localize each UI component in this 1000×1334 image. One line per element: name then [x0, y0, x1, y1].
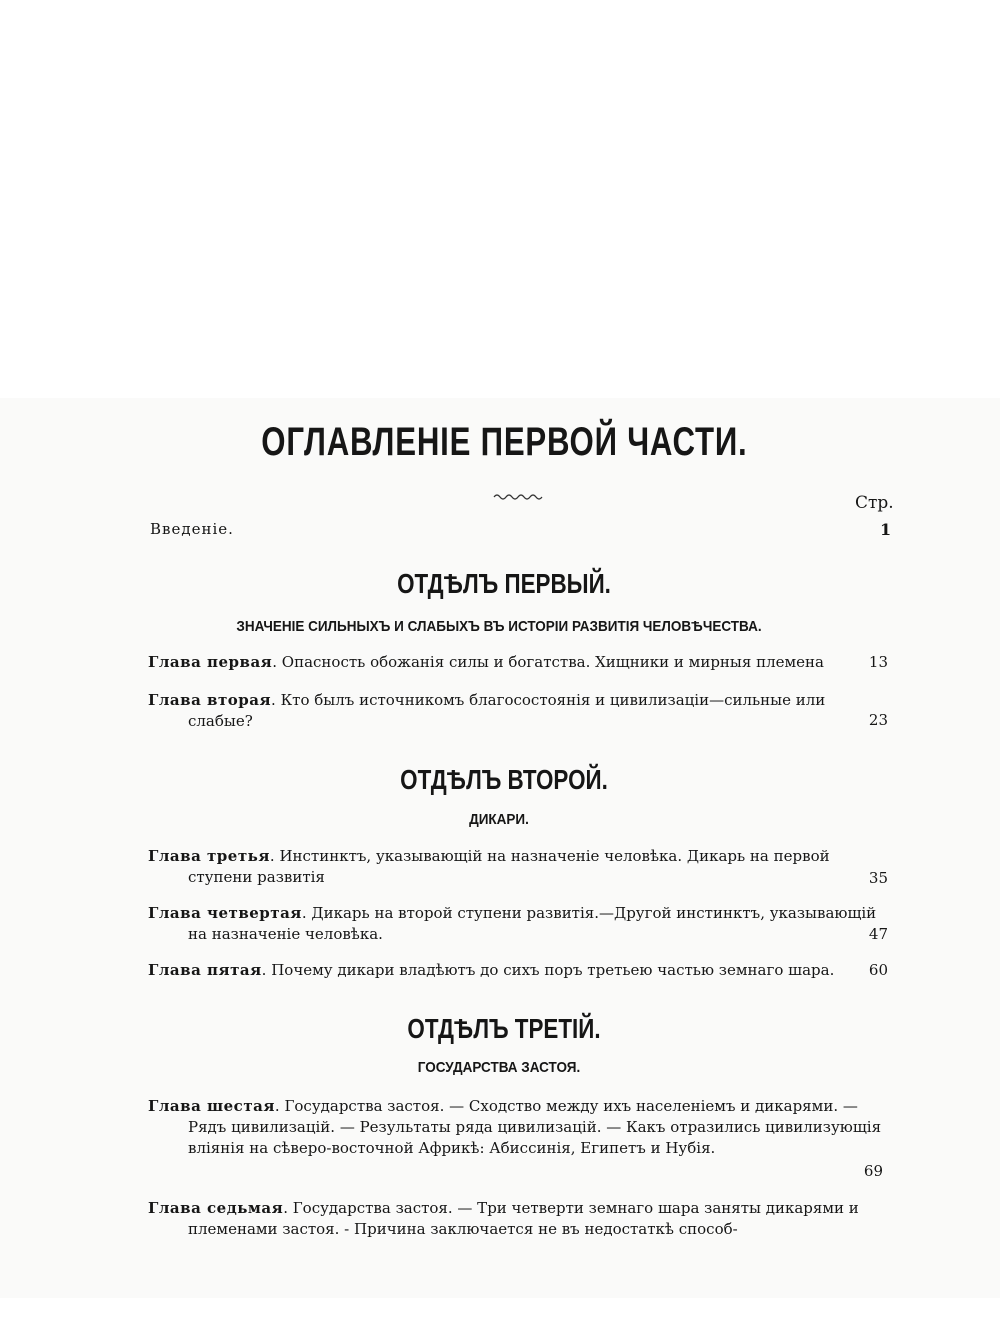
chapter-label: Глава первая [148, 653, 273, 671]
intro-entry-page: 1 [880, 520, 892, 539]
chapter-title: . Кто былъ источникомъ благосостоянія и цивилизаціи—сильные или слабые? [188, 691, 826, 730]
chapter-label: Глава шестая [148, 1097, 275, 1115]
chapter-label: Глава четвертая [148, 904, 302, 922]
section-subtitle-2: ДИКАРИ. [469, 811, 529, 828]
chapter-title: . Государства застоя. — Три четверти земнаго шара заняты дикарями и племенами застоя. - Причина заключается не въ недостаткѣ способ- [188, 1199, 859, 1238]
chapter-label: Глава пятая [148, 961, 262, 979]
toc-entry-page: 69 [863, 1162, 883, 1180]
wavy-divider-ornament [493, 492, 545, 502]
toc-entry-chapter-2[interactable] [148, 690, 888, 732]
toc-entry-page: 13 [868, 653, 888, 671]
chapter-title: . Дикарь на второй ступени развитія.—Другой инстинктъ, указывающій на назначеніе человѣка. [188, 904, 877, 943]
chapter-title: . Государства застоя. — Сходство между ихъ населеніемъ и дикарями. — Рядъ цивилизацій. — Результаты ряда цивилизацій. — Какъ отразились цивилизующія вліянія на сѣверо-восточной Африкѣ: Абиссинія, Египетъ и Нубія. [188, 1097, 882, 1157]
toc-entry-chapter-7[interactable] [148, 1198, 888, 1240]
chapter-label: Глава вторая [148, 691, 272, 709]
toc-entry-chapter-4[interactable] [148, 903, 888, 945]
toc-entry-page: 60 [868, 961, 888, 979]
chapter-title: . Инстинктъ, указывающій на назначеніе человѣка. Дикарь на первой ступени развитія [188, 847, 830, 886]
toc-entry-page: 47 [868, 925, 888, 943]
toc-entry-page: 23 [868, 711, 888, 729]
section-heading-1: ОТДѢЛЪ ПЕРВЫЙ. [397, 568, 611, 599]
section-subtitle-1: ЗНАЧЕНІЕ СИЛЬНЫХЪ И СЛАБЫХЪ ВЪ ИСТОРІИ РАЗВИТІЯ ЧЕЛОВѢЧЕСТВА. [236, 618, 762, 635]
toc-entry-chapter-3[interactable] [148, 846, 888, 888]
section-subtitle-3: ГОСУДАРСТВА ЗАСТОЯ. [417, 1059, 581, 1076]
chapter-label: Глава седьмая [148, 1199, 284, 1217]
section-heading-2: ОТДѢЛЪ ВТОРОЙ. [400, 764, 608, 795]
chapter-title: . Почему дикари владѣютъ до сихъ поръ третьею частью земнаго шара. [261, 961, 835, 979]
toc-entry-page: 35 [868, 869, 888, 887]
chapter-label: Глава третья [148, 847, 270, 865]
toc-entry-chapter-5[interactable] [148, 960, 888, 981]
intro-entry-label: Введеніе. [150, 520, 234, 538]
section-heading-3: ОТДѢЛЪ ТРЕТІЙ. [407, 1013, 601, 1044]
pages-column-header: Стр. [855, 493, 894, 513]
toc-entry-chapter-6[interactable] [148, 1096, 888, 1159]
toc-entry-chapter-1[interactable] [148, 652, 888, 673]
chapter-title: . Опасность обожанія силы и богатства. Хищники и мирныя племена [272, 653, 824, 671]
page-title: ОГЛАВЛЕНІЕ ПЕРВОЙ ЧАСТИ. [261, 420, 748, 464]
